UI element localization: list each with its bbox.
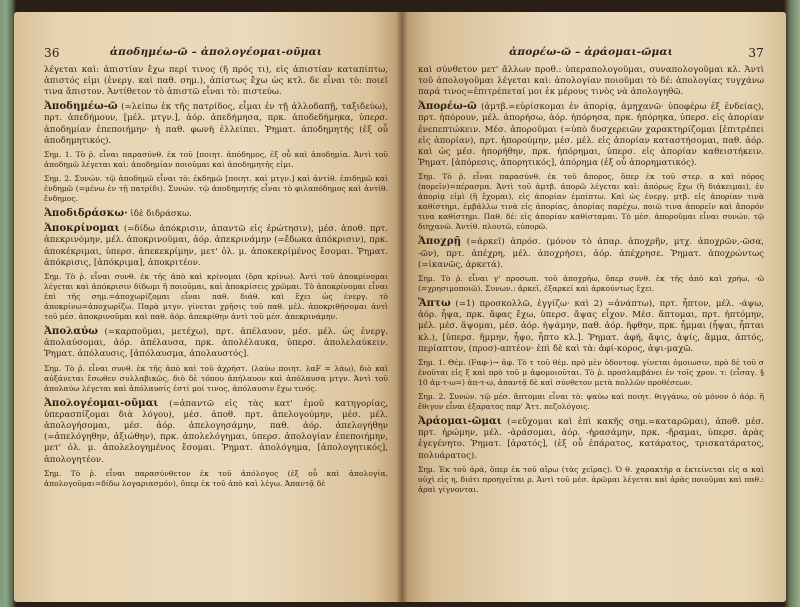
entry-lemma: Ἀπορέω-ῶ: [418, 100, 477, 113]
entry-note: Σημ. 2. Συνών. τῷ ἀποδημῶ εἶναι τὸ: ἐκδημῶ [ποιητ. καὶ μτγν.] καὶ ἀντίθ. ἐπιδημῶ καὶ ἐνδημῶ (=μένω ἐν τῇ πατρίδι). Συνών. τῷ ἀποδημητής εἶναι τὸ φιλαπόδημος καὶ ἀντίθ. ἔνδημος.: [44, 173, 388, 203]
entry-note: Σημ. Τὸ ῥ. εἶναι παρασύνθ. ἐκ τοῦ ἄπορος, ὅπερ ἐκ τοῦ στερ. α καὶ πόρος (πορεῖν)=πέρασμα. Ἀντὶ τοῦ ἀμτβ. ἀπορῶ λέγεται καὶ: ἀπόρως ἔχω (ἢ διάκειμαι), ἐν ἀπορίᾳ εἰμὶ (ἢ ἔχομαι), εἰς ἀπορίαν ἐμπίπτω. Καὶ ὡς ἐνεργ. μτβ. εἰς ἀπορίαν τινὰ καθίστημι, ἐμβάλλω τινὰ εἰς ἀπορίας, ἀπορίας παρέχω, ποιῶ τινα ἀπορεῖν καὶ ἄπορόν τινα καθίστημι. Παθ. δέ: εἰς ἀπορίαν καθίσταμαι. Τὸ μέσ. ἀποροῦμαι εἶναι συνών. τῷ διηχανῶ. Ἀντίθ. πλουτῶ, εὐπορῶ.: [418, 172, 764, 232]
entry-definition: (=εὔχομαι καὶ ἐπὶ κακῆς σημ.=καταρῶμαι), ἀποθ. μέσ. πρτ. ἠρώμην, μέλ. -ἀράσομαι, ἀόρ. -ἠρασάμην, πρκ. -ἤραμαι, ὑπερσ. ἀρὰς ἐγεγένητο. Ῥηματ. [ἀρατός], (ἐξ οὗ ἐπάρατος, κατάρατος, τρισκατάρατος, πολυάρατος).: [418, 416, 764, 461]
entry-note: Σημ. Ἐκ τοῦ ἀρά, ὅπερ ἐκ τοῦ αἴρω (τὰς χεῖρας). Ὁ θ. χαρακτὴρ α ἐκτείνεται εἰς α καὶ οὐχὶ εἰς η, διότι προηγεῖται ρ. Ἀντὶ τοῦ μέσ. ἀρῶμαι λέγεται καὶ ἀρὰς ποιοῦμαι καὶ παθ.: ἀραὶ γίγνονται.: [418, 464, 764, 494]
entry-definition: (=δίδω ἀπόκρισιν, ἀπαντῶ εἰς ἐρώτησιν), μέσ. ἀποθ. πρτ. ἀπεκρινόμην, μέλ. ἀποκρινοῦμαι, ἀόρ. ἀπεκρινάμην (=ἔδωκα ἀπόκρισιν), πρκ. ἀποκέκριμαι, ὑπερσ. ἀπεκεκρίμην, μετ' ὀλ. μ. ἀποκεκρίμένος ἔσομαι. Ῥηματ. ἀπόκρισις, [ἀπόκριμα], ἀποκριτέον.: [44, 224, 388, 268]
entry-note: Σημ. Τὸ ῥ. εἶναι συνθ. ἐκ τῆς ἀπὸ καὶ κρίνομαι (ὅρα κρίνω). Ἀντὶ τοῦ ἀποκρίνομαι λέγεται καὶ ἀπόκρισιν δίδωμι ἢ ποιοῦμαι, καὶ ἀποκρίσεις χρῶμαι. Τὸ ἀποκρίνομαι εἶναι ἐπὶ τῆς σημ.=ἀποχωρίζομαι εἶναι παθ. διάθ. καὶ ἔχει ὡς ἐνεργ. τὸ ἀποκρίνω=ἀποχωρίζω. Παρὰ μτγν. γίνεται χρῆσις τοῦ παθ. μέλ. ἀποκριθήσομαι ἀντὶ τοῦ μέσ. ἀποκρινοῦμαι καὶ παθ. ἀόρ. ἀπεκρίθην ἀντὶ τοῦ μέσ. ἀπεκρινάμην.: [44, 271, 388, 321]
entry-definition: (=λείπω ἐκ τῆς πατρίδος, εἶμαι ἐν τῇ ἀλλοδαπῇ, ταξιδεύω), πρτ. ἀπεδήμουν, [μέλ. μτγν.], ἀόρ. ἀπεδήμησα, πρκ. ἀποδεδήμηκα, ὑπερσ. ἀποδημίαν ἐπεποιήμην· ἡ παθ. φωνὴ ἐλλείπει. Ῥηματ. ἀποδημητής (ἐξ οὗ ἀποδημητικός).: [44, 102, 388, 146]
right-running-head: ἀπορέω-ῶ – ἀράομαι-ῶμαι: [509, 46, 673, 58]
left-page-number: 36: [44, 46, 60, 60]
dictionary-entry: [44, 398, 388, 466]
dictionary-entry: [418, 298, 764, 355]
dictionary-entry: [44, 208, 388, 220]
right-page: [402, 12, 786, 602]
entry-definition: (=καρποῦμαι, μετέχω), πρτ. ἀπέλαυον, μέσ. μέλ. ὡς ἐνεργ. ἀπολαύσομαι, ἀόρ. ἀπέλαυσα, πρκ. ἀπολέλαυκα, ὑπερσ. ἀπολελαύκειν. Ῥηματ. ἀπόλαυσις, [ἀπόλαυσμα, ἀπολαυστός].: [44, 326, 388, 360]
entry-definition: (=1) προσκολλῶ, ἐγγίζω· καὶ 2) =ἀνάπτω), πρτ. ἧπτον, μέλ. -άψω, ἀόρ. ἧψα, πρκ. ἄφας ἔχω, ὑπερσ. ἄψας εἶχον. Μέσ. ἅπτομαι, πρτ. ἡπτόμην, μέλ. μέσ. ἅψομαι, μέσ. ἀόρ. ἡψάμην, παθ. ἀόρ. ἥφθην, πρκ. ἧμμαι (ἧψαι, ἧπται κλ.), [ὑπερσ. ἥμμην, ἧψο, ἧπτο κλ.]. Ῥηματ. ἁφή, ἅψις, ἁψίς, ἅμμα, ἁπτός, περίαπτον, (προσ)-απτέον· ἐπὶ δὲ καὶ τὰ: ἀφί-κορος, ἀψι-μαχῶ.: [418, 298, 764, 354]
entry-lemma: Ἀράομαι-ῶμαι: [418, 414, 502, 427]
entry-lemma: Ἀποκρίνομαι: [44, 222, 120, 235]
dictionary-entry: [44, 326, 388, 361]
header-spacer: [44, 52, 388, 65]
entry-lemma: Ἀπολαύω: [44, 324, 98, 337]
dictionary-entry: [418, 101, 764, 169]
entry-note: Σημ. 2. Συνών. τῷ μέσ. ἅπτομαι εἶναι τὸ: ψαύω καὶ ποιητ. θιγγάνω, οὐ μόνον ὁ ἀόρ. ἥ ἔθιγον εἶναι ἐξαρατος παρ' Ἀττ. πεζολόγοις.: [418, 391, 764, 411]
continued-text: λέγεται καὶ: ἀπιστίαν ἔχω περί τινος (ἤ πρός τι), εἰς ἀπιστίαν καταπίπτω, ἀπιστός εἰμι (ἐνεργ. καὶ παθ. σημ.), ἀπίστως ἔχω ὡς κτλ. δε εἶναι τὸ: ποιεῖ τινα ἄπιστον. Ἀντίθετον τὸ ἀπιστῶ εἶναι τὸ: πιστεύω.: [44, 64, 388, 97]
entry-note: Σημ. Τὸ ῥ. εἶναι παρασύνθετον ἐκ τοῦ ἀπόλογος (ἐξ οὗ καὶ ἀπολογία, ἀπολογοῦμαι=δίδω λογαριασμόν), ὅπερ ἐκ τοῦ ἀπὸ καὶ λέγω. Ἀπαντᾷ δὲ: [44, 468, 388, 488]
book-gutter: [396, 12, 408, 602]
left-page: [14, 12, 402, 602]
continued-text: καὶ σύνθετον μετ' ἄλλων προθ.: ὑπεραπολογοῦμαι, συναπολογοῦμαι κλ. Ἀντὶ τοῦ ἀπολογοῦμαι λέγεται καὶ: ἀπολογίαν ποιοῦμαι τὸ δέ: ἀπολογίας τυγχάνω παρά τινος=ἐπιτρέπεταί μοι ἐκ μέρους τινὸς νὰ ἀπολογηθῶ.: [418, 64, 764, 97]
right-page-body: [418, 52, 764, 594]
entry-lemma: Ἅπτω: [418, 296, 451, 309]
dictionary-entry: [418, 236, 764, 271]
entry-lemma: Ἀποδημέω-ῶ: [44, 100, 118, 113]
entry-definition: (=ἀπαντῶ εἰς τὰς κατ' ἐμοῦ κατηγορίας, ὑπερασπίζομαι διὰ λόγου), μέσ. ἀποθ. πρτ. ἀπελογούμην, μέσ. μέλ. ἀπολογήσομαι, μέσ. ἀόρ. ἀπελογησάμην, παθ. ἀόρ. ἀπελογήθην (=ἀπελόγηθην, ἀξιώθην), πρκ. ἀπολελόγημαι, ὑπερσ. ἀπολογίαν ἐπεποιήμην, μετ' ὀλ. μ. ἀπολελογημένος ἔσομαι. Ῥηματ. ἀπολόγημα, [ἀπολογητικός], ἀπολογητέον.: [44, 398, 388, 465]
entry-definition: (=ἀρκεῖ) ἀπρόσ. (μόνον τὸ ἀπαρ. ἀποχρῆν, μτχ. ἀποχρῶν,-ῶσα, -ῶν), πρτ. ἀπέχρη, μέλ. ἀποχρήσει, ἀόρ. ἀπέχρησε. Ῥηματ. ἀποχρώντως (=ἱκανῶς, ἀρκετά).: [418, 237, 764, 270]
dictionary-entry: [44, 101, 388, 147]
entry-note: Σημ. Τὸ ῥ. εἶναι γ' προσωπ. τοῦ ἀποχρῆω, ὅπερ συνθ. ἐκ τῆς ἀπὸ καὶ χρήω, -ῶ (=χρησιμοποιῶ). Συνων.: ἀρκεῖ, ἐξαρκεῖ καὶ ἀρκούντως ἔχει.: [418, 273, 764, 293]
dictionary-entry: [44, 223, 388, 269]
entry-note: Σημ. 1. Τὸ ῥ. εἶναι παρασύνθ. ἐκ τοῦ [ποιητ. ἀπόδημος, ἐξ οὗ καὶ ἀποδημία. Ἀντὶ τοῦ ἀποδημῶ λέγεται καὶ: ἀποδημίαν ποιοῦμαι καὶ ἀποδημητῆς εἰμι.: [44, 149, 388, 169]
entry-lemma: Ἀποδιδράσκω·: [44, 206, 128, 219]
right-page-number: 37: [748, 46, 764, 60]
entry-lemma: Ἀπολογέομαι-οῦμαι: [44, 396, 159, 409]
entry-note: Σημ. 1. Θέμ. (Fαφ-)→ ἀφ. Τὸ τ τοῦ θέμ. πρὸ μὲν ὀδοντοφ. γίνεται ὁμοιωσιν, πρὸ δὲ τοῦ σ ἑνοῦται εἰς ξ καὶ πρὸ τοῦ μ ἀφομοιοῦται. Τὸ ῥ. προσλαμβάνει ἐν τοῖς χρον. τ: (εἶσαγ. § 10 ἀμ-τ-ω=) ἀπ-τ-ω, ἀπαντᾷ δὲ καὶ σύνθετον μετὰ πολλῶν προθέσεων.: [418, 357, 764, 387]
entry-lemma: Ἀποχρῇ: [418, 235, 462, 248]
dictionary-entry: [418, 416, 764, 462]
header-spacer: [418, 52, 764, 65]
entry-note: Σημ. Τὸ ῥ. εἶναι συνθ. ἐκ τῆς ἀπὸ καὶ τοῦ ἀχρήστ. (λαύω ποιητ. λαF = λάω), διὸ καὶ αὐξάνεται ἔσωθεν συλλαβικῶς, διὸ δὲ τόπου ἀπήλαυον καὶ ἀπόλαυσα μτγν. Ἀντὶ τοῦ ἀπολαύω λέγεται καὶ ἀπόλαυσίς ἐστί μοί τινος, ἀπόλαυσιν ἔχω τινός.: [44, 363, 388, 393]
left-page-body: [44, 52, 388, 594]
entry-definition: ἰδὲ διδράσκω.: [130, 208, 192, 219]
left-running-head: ἀποδημέω-ῶ – ἀπολογέομαι-οῦμαι: [109, 46, 323, 58]
entry-definition: (ἀμτβ.=εὑρίσκομαι ἐν ἀπορίᾳ, ἀμηχανῶ· ὑποφέρω ἐξ ἐνδείας), πρτ. ἠπόρουν, μέλ. ἀπορήσω, ἀόρ. ἠπόρησα, πρκ. ἠπόρηκα, ὑπερσ. εἰς ἀπορίαν ἐνεπεπτώκειν. Μέσ. ἀποροῦμαι (=ὑπὸ δυσχερειῶν χαρακτηρίζομαι [ἐπιτρέπει εἰς ἀπορίαν), πρτ. ἠπορούμην, μέσ. μέλ. εἰς ἀπορίαν καταστήσομαι, παθ. ἀόρ. καὶ ὡς μέσ. ἠπορήθην, πρκ. ἠπόρημαι, ὑπερσ. εἰς ἀπορίαν καθειστήκειν. Ῥηματ. [ἀπόρεσις, ἀπορητικός], ἀπόρημα (ἐξ οὗ ἀπορηματικός).: [418, 102, 764, 169]
